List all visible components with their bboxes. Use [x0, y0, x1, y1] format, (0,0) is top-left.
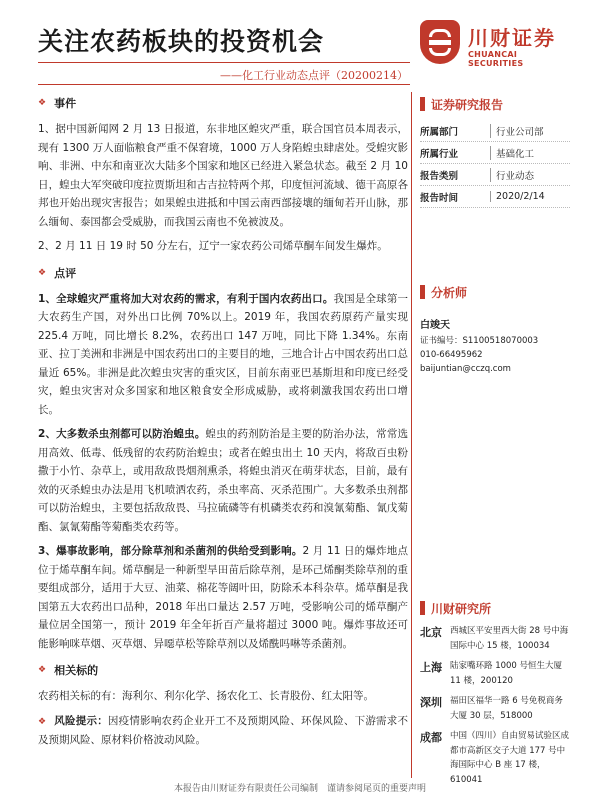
diamond-icon: ❖ — [38, 665, 47, 675]
comment-2-lead: 2、大多数杀虫剂都可以防治蝗虫。 — [38, 428, 206, 440]
risk-body: 因疫情影响农药企业开工不及预期风险、环保风险、下游需求不及预期风险、原材料价格波动风险。 — [38, 714, 408, 746]
diamond-icon: ❖ — [38, 716, 47, 727]
info-row — [420, 164, 570, 186]
event-paragraph-2: 2、2 月 11 日 19 时 50 分左右，辽宁一家农药公司烯草酮车间发生爆炸。 — [38, 240, 388, 252]
diamond-icon: ❖ — [38, 98, 47, 108]
report-info-head — [420, 94, 570, 114]
report-info-panel — [420, 94, 570, 208]
office-row — [420, 694, 570, 723]
institute-head — [420, 598, 570, 618]
comment-2-body: 蝗虫的药剂防治是主要的防治办法，常常选用高效、低毒、低残留的农药防治蝗虫；或者在蝗虫出土 10 天内，将敌百虫粉撒于小竹、杂草上，或用敌敌畏烟剂熏杀，将蝗虫消灭在萌芽状态，目前，最有效的灭杀蝗虫办法是用飞机喷洒农药，杀虫率高、灭杀范围广。大多数杀虫剂都可以防治蝗虫，主要包括敌敌畏、马拉硫磷等有机磷类农药和溴氰菊酯、氰戊菊酯、氯氰菊酯等菊酯类农药等。 — [38, 428, 408, 533]
info-key: 报告时间 — [420, 192, 459, 204]
related-paragraph: 农药相关标的有：海利尔、利尔化学、扬农化工、长青股份、红太阳等。 — [38, 690, 374, 702]
comment-1-lead: 1、全球蝗灾严重将加大对农药的需求，有利于国内农药出口。 — [38, 292, 334, 305]
section-related-head — [38, 659, 408, 681]
office-city: 成都 — [420, 731, 442, 744]
section-bar-icon — [420, 601, 425, 615]
company-logo — [420, 20, 570, 70]
office-row — [420, 624, 570, 653]
info-key: 所属部门 — [420, 126, 459, 138]
analyst-card — [420, 316, 570, 376]
office-address: 西城区平安里西大街 28 号中海国际中心 15 楼，100034 — [450, 626, 569, 651]
info-value: 基础化工 — [490, 146, 534, 160]
comment-3-lead: 3、爆事故影响，部分除草剂和杀菌剂的供给受到影响。 — [38, 545, 303, 557]
info-value: 2020/2/14 — [490, 191, 545, 202]
office-row — [420, 659, 570, 688]
report-title: 关注农药板块的投资机会 — [38, 27, 325, 56]
column-divider — [411, 92, 412, 778]
header-divider-top — [38, 62, 410, 63]
section-label: 相关标的 — [54, 664, 99, 677]
section-comment-head — [38, 262, 408, 284]
header-divider-bottom — [38, 84, 410, 85]
report-subtitle: ——化工行业动态点评（20200214） — [220, 69, 408, 82]
office-row — [420, 729, 570, 787]
office-address: 福田区福华一路 6 号免税商务大厦 30 层，518000 — [450, 696, 563, 721]
section-bar-icon — [420, 97, 425, 111]
info-value: 行业动态 — [490, 168, 534, 182]
analyst-phone: 010-66495962 — [420, 350, 483, 360]
analyst-panel — [420, 282, 570, 376]
logo-emblem-icon — [420, 20, 460, 64]
section-label: 点评 — [54, 266, 77, 280]
section-bar-icon — [420, 285, 425, 299]
risk-lead: 风险提示： — [54, 714, 108, 727]
analyst-cert-number: 证书编号：S1100518070003 — [420, 336, 539, 346]
office-city: 深圳 — [420, 696, 442, 709]
comment-paragraph-2 — [38, 425, 408, 536]
comment-1-body: 我国是全球第一大农药生产国，对外出口比例 70%以上。2019 年，我国农药原药产量实现 225.4 万吨，同比增长 8.2%，农药出口 147 万吨，同比下降 1.34%。东南亚、拉丁美洲和非洲是中国农药出口的主要目的地，三地合计占中国农药出口总量近 65%。非洲是此次蝗虫灾害的重灾区，目前东南亚巴基斯坦和印度已经受灾，蝗虫灾害对众多国家和地区粮食安全形成威胁，或将刺激我国农药出口增长。 — [38, 292, 409, 416]
comment-paragraph-3 — [38, 542, 408, 653]
info-value: 行业公司部 — [490, 124, 544, 138]
info-row — [420, 142, 570, 164]
side-section-label: 证券研究报告 — [431, 97, 504, 112]
office-city: 北京 — [420, 626, 442, 639]
section-label: 事件 — [54, 97, 77, 110]
info-row — [420, 120, 570, 142]
analyst-name: 白竣天 — [420, 320, 450, 331]
logo-name: 川财证券 — [468, 26, 556, 50]
main-content — [38, 92, 408, 750]
section-event-head — [38, 92, 408, 114]
side-section-label: 川财研究所 — [431, 601, 492, 616]
office-city: 上海 — [420, 661, 442, 674]
analyst-head — [420, 282, 570, 302]
analyst-email[interactable]: baijuntian@cczq.com — [420, 364, 511, 374]
event-paragraph-1: 1、据中国新闻网 2 月 13 日报道，东非地区蝗灾严重，联合国官员本周表示，现有 1300 万人面临粮食严重不保窘境，1000 万人身陷蝗虫肆虐处。受蝗灾影响、非洲、中东和南亚次大陆多个国家和地区已经进入紧急状态。截至 2 月 10 日，蝗虫大军突破印度拉贾斯坦和古吉拉特两个邦，印度恒河流域、德干高原各邦也开始出现灾害报告；如果蝗虫进抵和中国云南西部接壤的缅甸若开山脉，那么缅甸、泰国都会受威胁，而我国云南也不免被波及。 — [38, 123, 408, 228]
info-row — [420, 186, 570, 208]
diamond-icon: ❖ — [38, 267, 47, 278]
info-key: 报告类别 — [420, 170, 459, 182]
info-key: 所属行业 — [420, 148, 459, 160]
side-section-label: 分析师 — [431, 285, 468, 300]
office-address: 陆家嘴环路 1000 号恒生大厦 11 楼，200120 — [450, 661, 563, 686]
page-footer: 本报告由川财证券有限责任公司编制 谨请参阅尾页的重要声明 — [173, 784, 426, 794]
office-address: 中国（四川）自由贸易试验区成都市高新区交子大道 177 号中海国际中心 B 座 17 楼，610041 — [450, 731, 570, 785]
risk-paragraph — [38, 712, 408, 750]
institute-panel — [420, 598, 570, 787]
comment-3-body: 2 月 11 日的爆炸地点位于烯草酮车间。烯草酮是一种新型旱田苗后除草剂，是环己烯酮类除草剂的重要组成部分，适用于大豆、油菜、棉花等阔叶田，防除禾本科杂草。烯草酮是我国第五大农药出口品种，2018 年出口量达 2.57 万吨，受影响公司的烯草酮产量位居全国第一，预计 2019 年全年折百产量将超过 3000 吨。爆炸事故还可能影响咪草烟、灭草烟、异噁草松等除草剂以及烯酰吗啉等杀菌剂。 — [38, 545, 408, 650]
comment-paragraph-1 — [38, 290, 408, 420]
logo-en-name: CHUANCAI SECURITIES — [468, 50, 524, 68]
